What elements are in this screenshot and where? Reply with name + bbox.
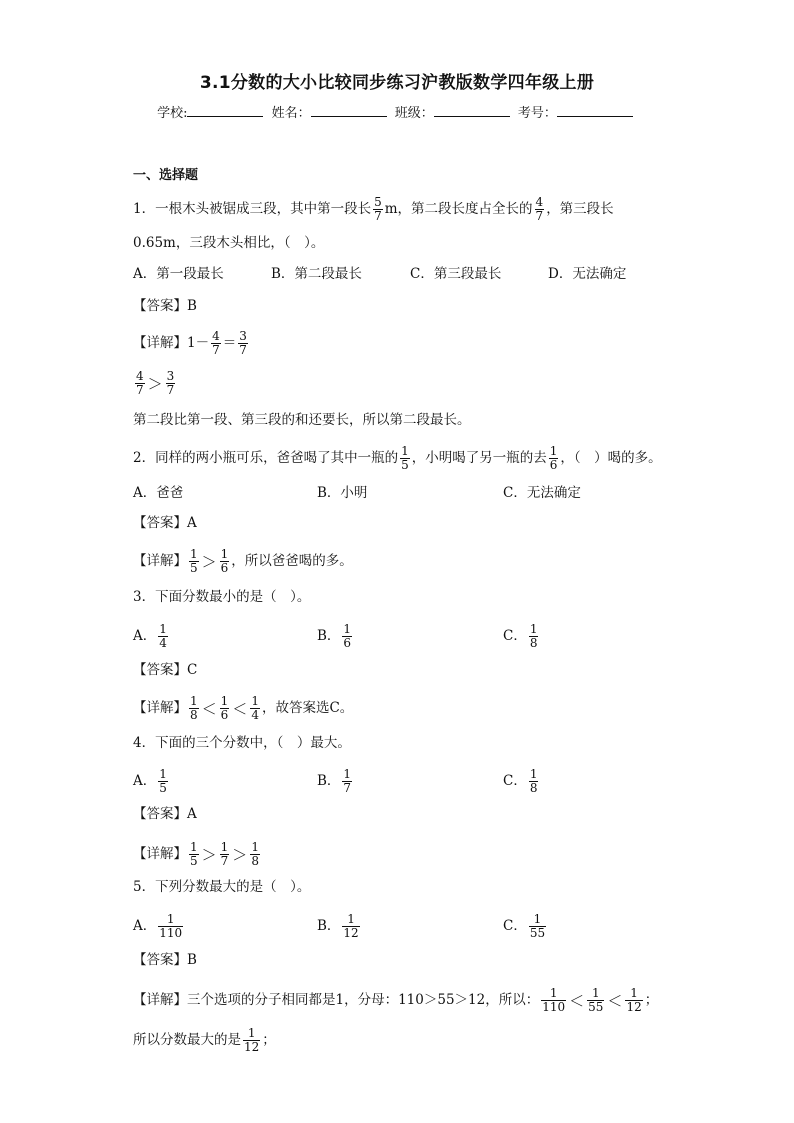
denominator: 5 bbox=[190, 561, 198, 575]
less-than-sign: ＜ bbox=[232, 699, 248, 718]
q1-cmp-fraction-1 bbox=[135, 370, 145, 397]
q1-text-b: m，第二段长度占全长的 bbox=[384, 201, 533, 217]
denominator: 7 bbox=[343, 781, 352, 795]
numerator: 1 bbox=[247, 1026, 256, 1040]
denominator: 6 bbox=[343, 636, 352, 650]
q5-detail-fraction-3 bbox=[625, 987, 642, 1014]
question-1-line-2: 0.65m，三段木头相比，（ ）。 bbox=[133, 235, 325, 251]
q4-detail-fraction-2 bbox=[220, 841, 230, 868]
school-label: 学校: bbox=[157, 106, 188, 121]
q1-fraction-1 bbox=[373, 196, 383, 223]
numerator: 1 bbox=[630, 986, 638, 1000]
q4-detail bbox=[133, 841, 262, 868]
numerator: 1 bbox=[549, 444, 558, 458]
denominator: 7 bbox=[374, 209, 382, 223]
denominator: 7 bbox=[535, 209, 544, 223]
q2-answer: 【答案】A bbox=[133, 515, 197, 531]
q5-option-c bbox=[503, 913, 548, 940]
detail-label: 【详解】 bbox=[133, 553, 187, 569]
number-blank bbox=[557, 104, 633, 117]
detail-label: 【详解】 bbox=[133, 700, 187, 716]
greater-than-sign: ＞ bbox=[232, 845, 248, 864]
question-4: 4．下面的三个分数中，（ ）最大。 bbox=[133, 735, 351, 751]
option-fraction bbox=[342, 768, 352, 795]
numerator: 3 bbox=[239, 329, 247, 343]
q1-comparison bbox=[133, 370, 177, 397]
detail-label: 【详解】 bbox=[133, 992, 187, 1008]
option-fraction bbox=[158, 768, 168, 795]
numerator: 1 bbox=[401, 444, 409, 458]
numerator: 1 bbox=[529, 767, 538, 781]
q1-text-a: 1．一根木头被锯成三段，其中第一段长 bbox=[133, 201, 372, 217]
option-label: A． bbox=[133, 918, 157, 934]
detail-label: 【详解】 bbox=[133, 846, 187, 862]
numerator: 1 bbox=[347, 912, 355, 926]
denominator: 7 bbox=[136, 383, 144, 397]
denominator: 8 bbox=[529, 781, 538, 795]
numerator: 4 bbox=[212, 329, 220, 343]
greater-than-sign: ＞ bbox=[201, 845, 217, 864]
denominator: 5 bbox=[401, 458, 409, 472]
q1-detail-fraction-2 bbox=[238, 330, 248, 357]
q5-last-tail: ； bbox=[262, 1032, 276, 1048]
q5-detail-fraction-1 bbox=[541, 987, 566, 1014]
option-label: C． bbox=[503, 918, 527, 934]
less-than-sign: ＜ bbox=[569, 991, 585, 1010]
q1-fraction-2 bbox=[535, 196, 545, 223]
denominator: 7 bbox=[166, 383, 175, 397]
numerator: 1 bbox=[533, 912, 542, 926]
numerator: 1 bbox=[529, 622, 538, 636]
question-2 bbox=[133, 445, 662, 472]
equals-sign: ＝ bbox=[222, 335, 237, 351]
numerator: 1 bbox=[190, 840, 198, 854]
numerator: 4 bbox=[535, 195, 544, 209]
question-5: 5．下列分数最大的是（ ）。 bbox=[133, 879, 311, 895]
numerator: 4 bbox=[136, 369, 144, 383]
q1-option-b: B．第二段最长 bbox=[271, 266, 362, 282]
denominator: 6 bbox=[220, 708, 229, 722]
numerator: 1 bbox=[166, 912, 175, 926]
q4-detail-fraction-3 bbox=[250, 841, 260, 868]
greater-than-sign: ＞ bbox=[201, 552, 217, 571]
q5-option-a bbox=[133, 913, 185, 940]
option-fraction bbox=[158, 623, 168, 650]
denominator: 110 bbox=[542, 1000, 566, 1014]
q2-option-b: B．小明 bbox=[317, 485, 368, 501]
numerator: 1 bbox=[251, 840, 259, 854]
q1-cmp-fraction-2 bbox=[166, 370, 176, 397]
class-blank bbox=[434, 104, 510, 117]
option-fraction bbox=[529, 623, 539, 650]
q2-detail-fraction-2 bbox=[220, 548, 230, 575]
denominator: 6 bbox=[549, 458, 558, 472]
numerator: 1 bbox=[190, 694, 198, 708]
q3-detail-fraction-2 bbox=[220, 695, 230, 722]
q5-option-b bbox=[317, 913, 362, 940]
option-label: C． bbox=[503, 628, 527, 644]
denominator: 4 bbox=[159, 636, 167, 650]
q5-last-fraction bbox=[243, 1027, 260, 1054]
q2-option-c: C．无法确定 bbox=[503, 485, 581, 501]
option-fraction bbox=[158, 913, 183, 940]
q5-detail-text: 三个选项的分子相同都是1，分母：110＞55＞12，所以： bbox=[187, 992, 540, 1008]
numerator: 1 bbox=[159, 767, 167, 781]
numerator: 1 bbox=[159, 622, 167, 636]
denominator: 110 bbox=[159, 926, 183, 940]
numerator: 1 bbox=[549, 986, 558, 1000]
q3-detail-fraction-1 bbox=[189, 695, 199, 722]
q5-last-text: 所以分数最大的是 bbox=[133, 1032, 241, 1048]
option-label: A． bbox=[133, 773, 157, 789]
q3-detail bbox=[133, 695, 353, 722]
q2-text-b: ，小明喝了另一瓶的去 bbox=[411, 450, 547, 466]
q2-text-c: ，（ ）喝的多。 bbox=[560, 450, 662, 466]
q2-fraction-1 bbox=[400, 445, 410, 472]
q3-detail-fraction-3 bbox=[250, 695, 260, 722]
denominator: 7 bbox=[239, 343, 247, 357]
q2-detail bbox=[133, 548, 353, 575]
option-fraction bbox=[529, 913, 546, 940]
name-label: 姓名： bbox=[271, 106, 311, 121]
option-fraction bbox=[342, 913, 359, 940]
option-label: C． bbox=[503, 773, 527, 789]
numerator: 1 bbox=[343, 767, 352, 781]
q2-option-a: A．爸爸 bbox=[133, 485, 184, 501]
q1-answer: 【答案】B bbox=[133, 298, 197, 314]
numerator: 1 bbox=[251, 694, 259, 708]
numerator: 1 bbox=[343, 622, 352, 636]
denominator: 7 bbox=[220, 854, 229, 868]
denominator: 7 bbox=[212, 343, 220, 357]
q5-detail bbox=[133, 987, 658, 1014]
option-label: B． bbox=[317, 628, 341, 644]
q5-answer: 【答案】B bbox=[133, 952, 197, 968]
option-fraction bbox=[529, 768, 539, 795]
question-3: 3．下面分数最小的是（ ）。 bbox=[133, 589, 311, 605]
q3-detail-tail: ，故答案选C。 bbox=[261, 700, 354, 716]
student-info-line bbox=[0, 102, 794, 121]
q1-option-a: A．第一段最长 bbox=[133, 266, 224, 282]
q4-option-a bbox=[133, 768, 170, 795]
denominator: 8 bbox=[529, 636, 538, 650]
q4-answer: 【答案】A bbox=[133, 806, 197, 822]
denominator: 12 bbox=[343, 926, 359, 940]
semicolon: ； bbox=[644, 992, 659, 1008]
q1-text-c: ，第三段长 bbox=[546, 201, 614, 217]
denominator: 5 bbox=[190, 854, 198, 868]
q4-option-b bbox=[317, 768, 354, 795]
numerator: 1 bbox=[220, 840, 229, 854]
q1-option-c: C．第三段最长 bbox=[410, 266, 502, 282]
q4-option-c bbox=[503, 768, 540, 795]
numerator: 1 bbox=[591, 986, 600, 1000]
less-than-sign: ＜ bbox=[201, 699, 217, 718]
greater-than-sign: ＞ bbox=[147, 374, 163, 393]
option-fraction bbox=[342, 623, 352, 650]
numerator: 1 bbox=[220, 547, 229, 561]
school-blank bbox=[187, 104, 263, 117]
less-than-sign: ＜ bbox=[607, 991, 623, 1010]
denominator: 6 bbox=[220, 561, 229, 575]
numerator: 1 bbox=[220, 694, 229, 708]
question-1 bbox=[133, 196, 614, 223]
page-title: 3.1分数的大小比较同步练习沪教版数学四年级上册 bbox=[199, 73, 595, 93]
denominator: 12 bbox=[626, 1000, 642, 1014]
q1-detail-fraction-1 bbox=[211, 330, 221, 357]
q5-conclusion bbox=[133, 1027, 276, 1054]
denominator: 55 bbox=[588, 1000, 604, 1014]
q2-fraction-2 bbox=[549, 445, 559, 472]
numerator: 1 bbox=[190, 547, 198, 561]
numerator: 5 bbox=[374, 195, 382, 209]
option-label: B． bbox=[317, 918, 341, 934]
number-label: 考号： bbox=[517, 106, 557, 121]
denominator: 12 bbox=[244, 1040, 260, 1054]
denominator: 4 bbox=[251, 708, 259, 722]
q3-option-c bbox=[503, 623, 540, 650]
q1-detail-expr: 1－ bbox=[187, 335, 210, 351]
q2-text-a: 2．同样的两小瓶可乐，爸爸喝了其中一瓶的 bbox=[133, 450, 399, 466]
option-label: A． bbox=[133, 628, 157, 644]
q1-detail bbox=[133, 330, 250, 357]
numerator: 3 bbox=[166, 369, 175, 383]
denominator: 8 bbox=[190, 708, 198, 722]
q1-conclusion: 第二段比第一段、第三段的和还要长，所以第二段最长。 bbox=[133, 412, 471, 428]
section-heading: 一、选择题 bbox=[133, 168, 199, 183]
denominator: 5 bbox=[159, 781, 167, 795]
q5-detail-fraction-2 bbox=[587, 987, 604, 1014]
q2-detail-fraction-1 bbox=[189, 548, 199, 575]
q2-detail-tail: ，所以爸爸喝的多。 bbox=[231, 553, 353, 569]
option-label: B． bbox=[317, 773, 341, 789]
q3-answer: 【答案】C bbox=[133, 662, 198, 678]
name-blank bbox=[311, 104, 387, 117]
denominator: 55 bbox=[529, 926, 546, 940]
detail-label: 【详解】 bbox=[133, 335, 187, 351]
q1-option-d: D．无法确定 bbox=[548, 266, 627, 282]
class-label: 班级： bbox=[394, 106, 434, 121]
denominator: 8 bbox=[251, 854, 259, 868]
q3-option-b bbox=[317, 623, 354, 650]
q3-option-a bbox=[133, 623, 170, 650]
q4-detail-fraction-1 bbox=[189, 841, 199, 868]
